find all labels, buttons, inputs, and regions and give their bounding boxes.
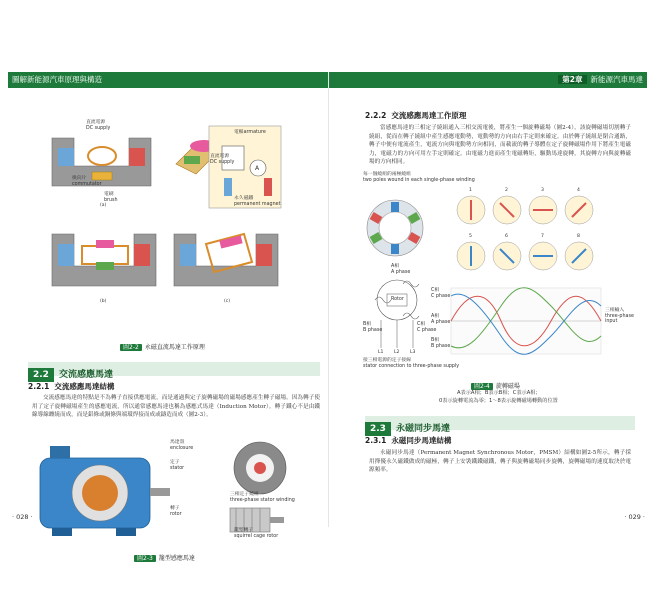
- left-page: [8, 72, 328, 562]
- section-number: 2.2: [28, 368, 54, 382]
- left-page-number: · 028 ·: [12, 513, 33, 521]
- label-brush: 電刷 brush: [104, 192, 118, 203]
- label-rotor: 轉子 rotor: [170, 506, 182, 517]
- label-stator-connection: 接三相電源的定子接線 stator connection to three-phase supply: [363, 358, 460, 369]
- label-stator: 定子 stator: [170, 460, 185, 471]
- caption-number: 圖2-3: [134, 555, 156, 562]
- label-squirrel-cage: 籠型轉子 squirrel cage rotor: [234, 528, 279, 539]
- label-l3: L3: [410, 350, 416, 355]
- svg-text:(a): (a): [100, 203, 107, 208]
- svg-text:(c): (c): [224, 299, 230, 304]
- label-armature: 電樞armature: [234, 130, 266, 135]
- svg-text:A: A: [255, 165, 260, 172]
- label-three-phase-input: 三相輸入 three-phase input: [605, 308, 634, 324]
- paragraph-working-principle: 當感應馬達的三相定子繞組通入三相交流電後，將產生一個旋轉磁場（圖2-4），該旋轉磁場切割轉子繞組，從而在轉子繞組中產生感應電動勢，電動勢的方向由右手定則來確定。由於轉子繞組是閉合通路，轉子中便有電流產生，電流方向與電動勢方向相同，而載流的轉子導體在定子旋轉磁場作用下將產生電磁力，電磁力的方向可用左手定則確定。由電磁力進而產生電磁轉矩，驅動馬達旋轉，其旋轉方向與旋轉磁場的方向相同。: [369, 125, 631, 166]
- subsection-title: 交流感應馬達工作原理: [391, 111, 467, 120]
- paragraph-induction: 交流感應馬達的特點是不為轉子直接供應電流，而是通過與定子旋轉磁場的磁場感應產生轉子磁場。因為轉子使用了定子旋轉磁場產生的感應電流，所以通常感應馬達也稱為感應式馬達（Induction Motor）。轉子鐵心不是由鐵線導線纏繞而成，而是鋁條或銅條與端環焊接而成或鑄造而成（圖2-3）。: [32, 395, 320, 419]
- label-a-phase-top: A相 A phase: [391, 264, 411, 275]
- caption-text: 籠型感應馬達: [158, 555, 195, 562]
- label-permanent-magnet: 永久磁鐵 permanent magnet: [234, 196, 281, 207]
- section-number: 2.3: [365, 422, 391, 436]
- subsection-number: 2.2.2: [365, 111, 387, 120]
- section-title: 永磁同步馬達: [395, 424, 450, 434]
- label-l1: L1: [378, 350, 384, 355]
- label-dc-supply: 直流電源 DC supply: [86, 120, 111, 131]
- right-header-title: 新能源汽車馬達: [590, 75, 643, 84]
- paragraph-pmsm: 永磁同步馬達（Permanent Magnet Synchronous Motor，PMSM）結構如圖2-5所示，轉子採用擇優永久磁鐵做成的磁極，轉子上安裝鐵鐵磁鐵，轉子與旋轉磁場同步旋轉，旋轉磁場的速度取決於電源頻率。: [369, 450, 631, 474]
- caption-number: 圖2-4: [471, 383, 493, 390]
- label-b-phase: B相 B phase: [363, 322, 383, 333]
- label-c-phase: C相 C phase: [417, 322, 437, 333]
- figure-2-4: [361, 172, 634, 384]
- label-position-3: 3: [541, 188, 544, 193]
- subsection-title: 永磁同步馬達結構: [391, 436, 452, 445]
- label-position-8: 8: [577, 234, 580, 239]
- subsection-number: 2.2.1: [28, 382, 50, 391]
- caption-number: 圖2-2: [120, 344, 142, 351]
- left-header-title: 圖解新能源汽車原理與構造: [12, 75, 102, 84]
- label-rotor: Rotor: [391, 297, 404, 302]
- rotating-field-diagram: [361, 176, 631, 384]
- subsection-title: 交流感應馬達結構: [54, 382, 115, 391]
- label-position-5: 5: [469, 234, 472, 239]
- section-2-2: [28, 362, 320, 380]
- caption-text: 永磁直流馬達工作原理: [144, 344, 205, 351]
- right-header-chapter: 第2章: [558, 75, 586, 84]
- caption-text: 旋轉磁場: [495, 383, 520, 390]
- caption-figure-2-4: [471, 381, 520, 390]
- label-commutator: 換向片 commutator: [72, 176, 102, 187]
- label-b-phase-wave: B相 B phase: [431, 338, 451, 349]
- right-page-number: · 029 ·: [624, 513, 645, 521]
- label-position-2: 2: [505, 188, 508, 193]
- label-two-poles: 每一個繞組的兩極繞組 two poles wound in each single-phase winding: [363, 172, 475, 183]
- label-position-4: 4: [577, 188, 580, 193]
- subsection-number: 2.3.1: [365, 436, 387, 445]
- caption-figure-2-3: [134, 553, 195, 562]
- caption-figure-2-2: [120, 342, 205, 351]
- dc-motor-diagram: [44, 116, 290, 334]
- section-2-3: [365, 416, 635, 434]
- subsection-2-2-2: [365, 110, 466, 121]
- right-header: [329, 72, 647, 88]
- figure-2-3: [30, 428, 322, 544]
- subsection-2-2-1: [28, 381, 114, 392]
- label-position-1: 1: [469, 188, 472, 193]
- svg-text:(b): (b): [100, 299, 107, 304]
- label-c-phase-wave: C相 C phase: [431, 288, 451, 299]
- label-dc-supply-2: 直流電源 DC supply: [210, 154, 235, 165]
- label-enclosure: 馬達殼 enclosure: [170, 440, 194, 451]
- label-position-6: 6: [505, 234, 508, 239]
- subsection-2-3-1: [365, 435, 451, 446]
- section-title: 交流感應馬達: [58, 370, 113, 380]
- left-header: [8, 72, 328, 88]
- figure-note-2: 0表示旋轉電流為零；1～8表示旋轉磁場轉動的位置: [439, 398, 558, 404]
- label-a-phase-wave: A相 A phase: [431, 314, 451, 325]
- right-page: [329, 72, 649, 527]
- figure-2-2: [44, 116, 290, 334]
- figure-note-1: A表示A相；B表示B相；C表示A相；: [457, 390, 541, 396]
- label-stator-winding: 三相定子繞組 three-phase stator winding: [230, 492, 295, 503]
- label-position-7: 7: [541, 234, 544, 239]
- label-l2: L2: [394, 350, 400, 355]
